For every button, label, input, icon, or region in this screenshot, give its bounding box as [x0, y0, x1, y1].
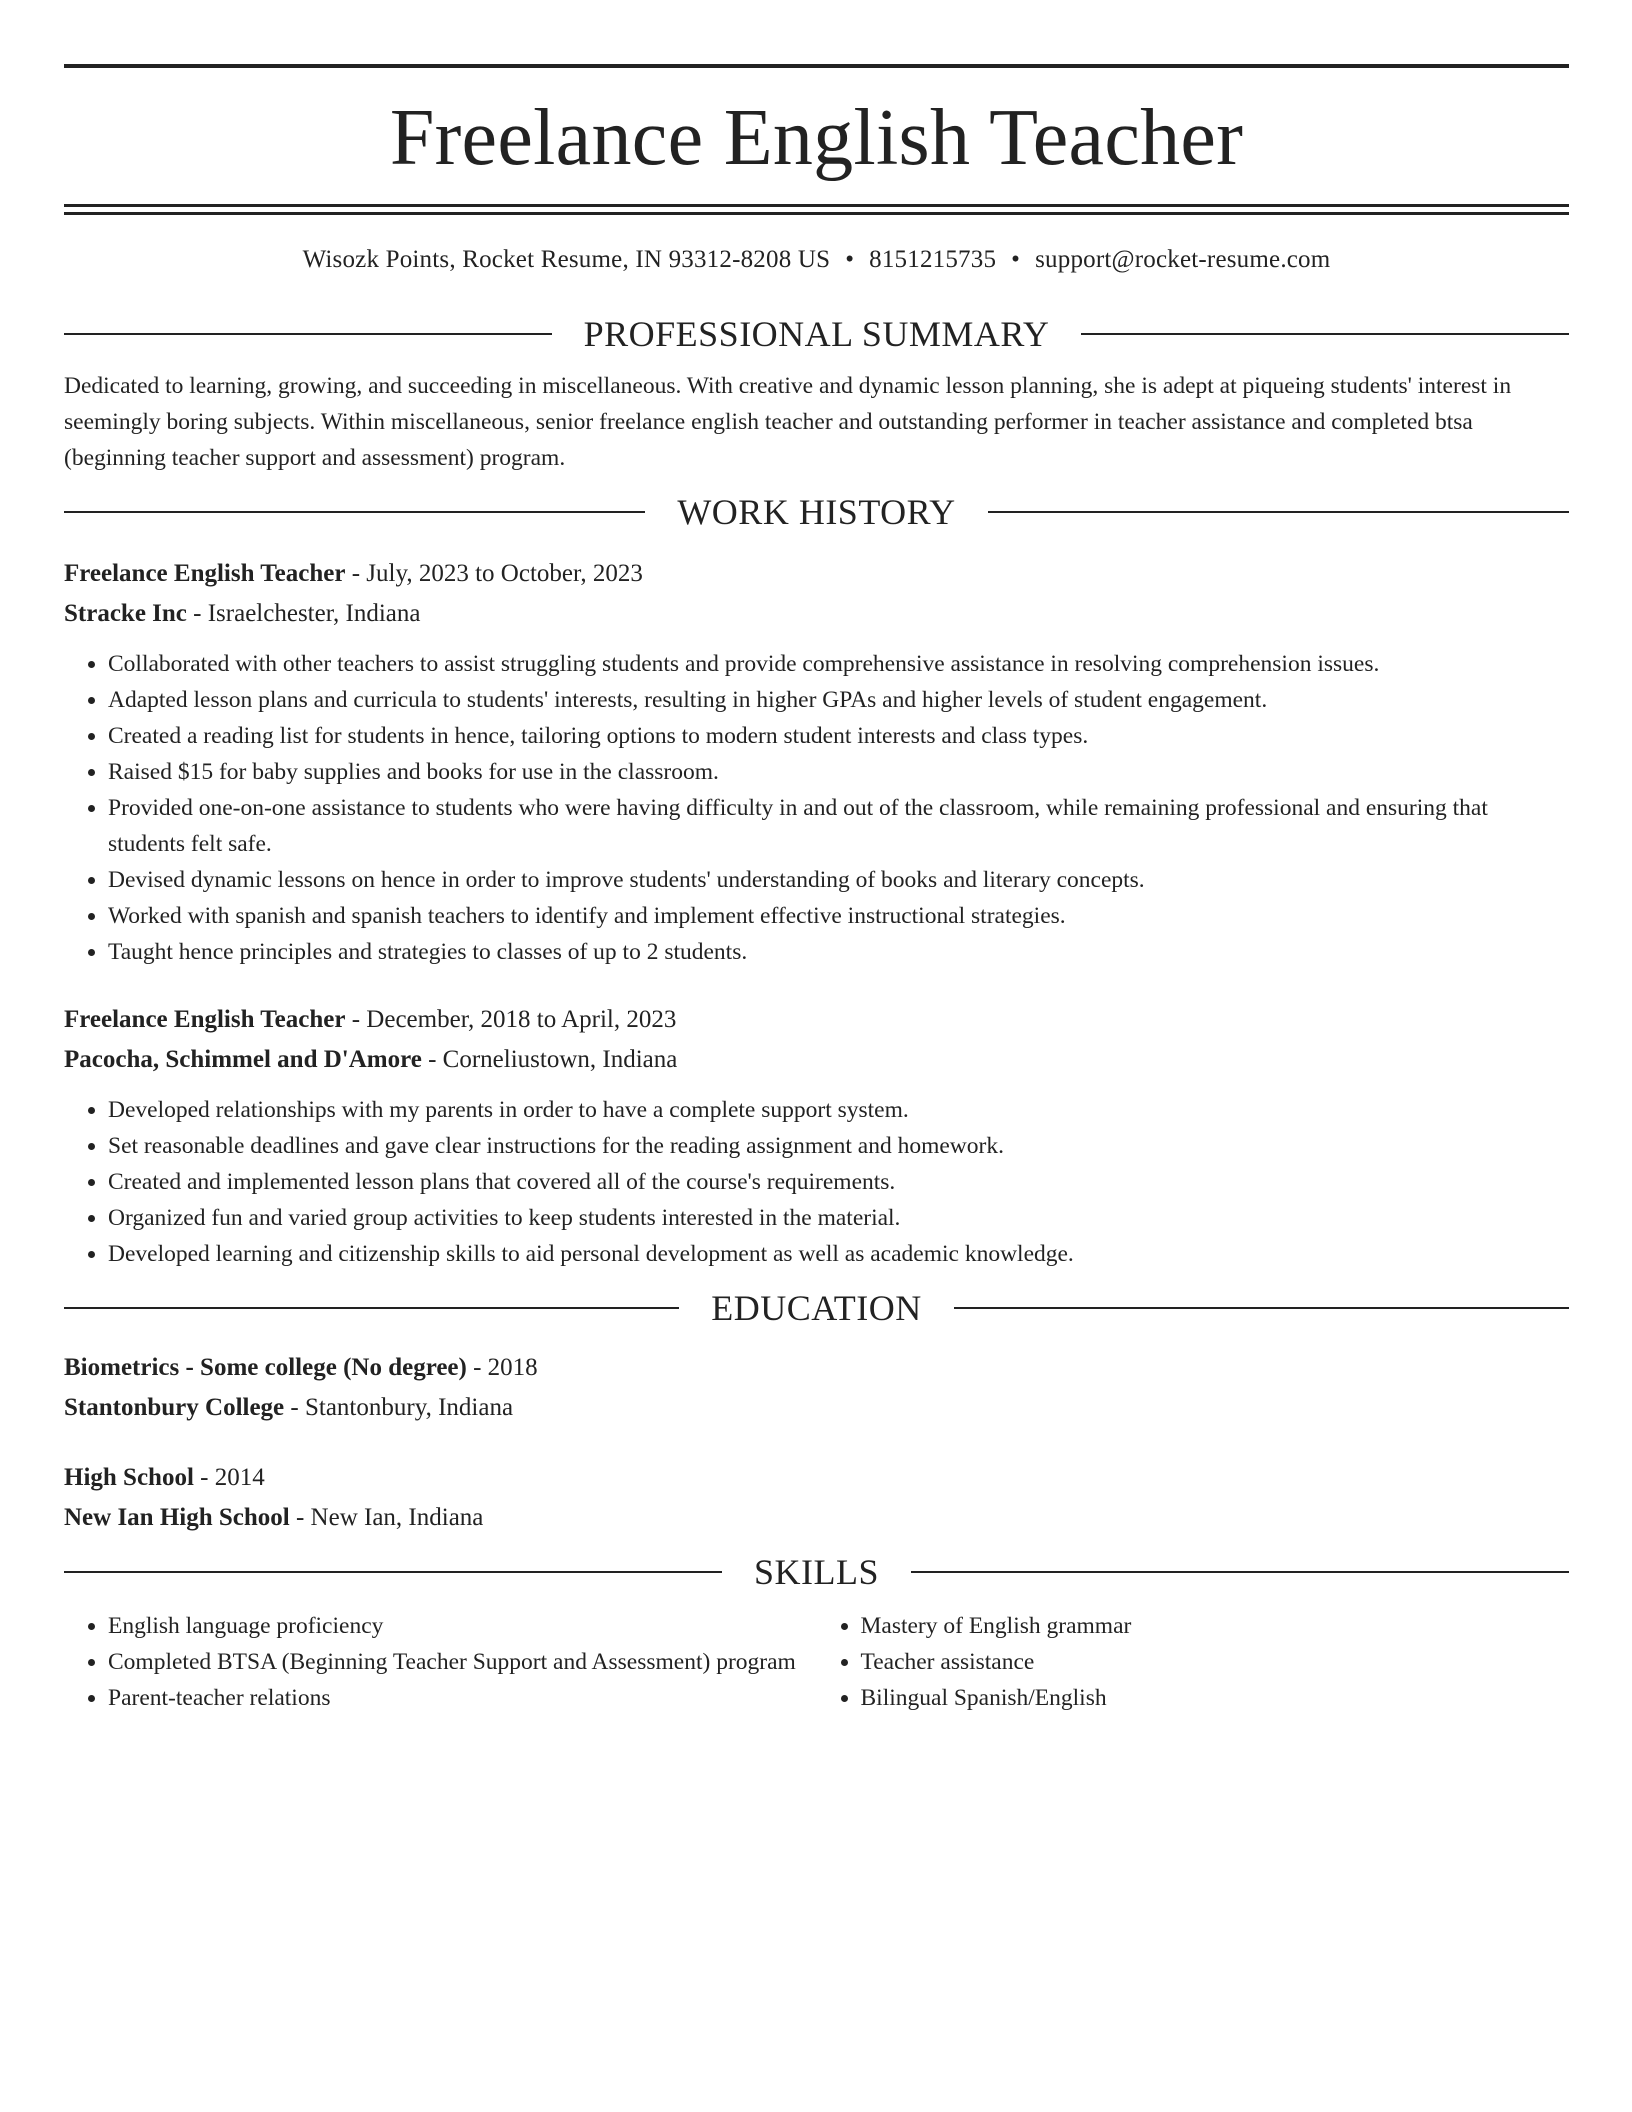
- skill-item: • English language proficiency: [108, 1608, 797, 1644]
- skills-column-right: [817, 1608, 1570, 1716]
- skill-item: • Mastery of English grammar: [861, 1608, 1570, 1644]
- job-location: - Israelchester, Indiana: [186, 600, 421, 627]
- resume-name: Freelance English Teacher: [389, 94, 1244, 182]
- school-location: - New Ian, Indiana: [289, 1504, 484, 1531]
- degree: Biometrics - Some college (No degree): [64, 1354, 467, 1381]
- section-title: SKILLS: [754, 1552, 880, 1592]
- school-line: [64, 1388, 1569, 1428]
- job-title: Freelance English Teacher: [64, 560, 346, 587]
- list-item: • Taught hence principles and strategies to classes of up to 2 students.: [108, 934, 1569, 970]
- skill-item: • Parent-teacher relations: [108, 1680, 797, 1716]
- list-item: • Organized fun and varied group activities to keep students interested in the material.: [108, 1200, 1569, 1236]
- resume-page: [64, 64, 1569, 1716]
- school-line: [64, 1498, 1569, 1538]
- list-item: • Created a reading list for students in hence, tailoring options to modern student interests and class types.: [108, 718, 1569, 754]
- top-rule: [64, 64, 1569, 68]
- degree-line: [64, 1348, 1569, 1388]
- list-item: • Developed learning and citizenship skills to aid personal development as well as academic knowledge.: [108, 1236, 1569, 1272]
- education-entry: [64, 1458, 1569, 1538]
- job-company-line: [64, 1040, 1569, 1080]
- list-item: • Raised $15 for baby supplies and books for use in the classroom.: [108, 754, 1569, 790]
- contact-separator: •: [1011, 246, 1021, 273]
- job-title-line: [64, 1000, 1569, 1040]
- section-header-education: [64, 1286, 1569, 1330]
- list-item: • Adapted lesson plans and curricula to students' interests, resulting in higher GPAs and higher levels of student engagement.: [108, 682, 1569, 718]
- list-item: • Devised dynamic lessons on hence in order to improve students' understanding of books and literary concepts.: [108, 862, 1569, 898]
- section-header-work: [64, 490, 1569, 534]
- contact-email[interactable]: support@rocket-resume.com: [1035, 246, 1331, 273]
- list-item: • Provided one-on-one assistance to students who were having difficulty in and out of the classroom, while remaining professional and ensuring that students felt safe.: [108, 790, 1569, 862]
- skill-item: • Completed BTSA (Beginning Teacher Support and Assessment) program: [108, 1644, 797, 1680]
- job-company-line: [64, 594, 1569, 634]
- skills-list: [64, 1608, 1569, 1716]
- list-item: • Collaborated with other teachers to assist struggling students and provide comprehensive assistance in resolving comprehension issues.: [108, 646, 1569, 682]
- skill-item: • Teacher assistance: [861, 1644, 1570, 1680]
- job-company: Pacocha, Schimmel and D'Amore: [64, 1046, 422, 1073]
- job-location: - Corneliustown, Indiana: [421, 1046, 678, 1073]
- contact-phone: 8151215735: [869, 246, 997, 273]
- job-dates: - December, 2018 to April, 2023: [345, 1006, 677, 1033]
- list-item: • Worked with spanish and spanish teachers to identify and implement effective instructional strategies.: [108, 898, 1569, 934]
- job-dates: - July, 2023 to October, 2023: [345, 560, 643, 587]
- school: Stantonbury College: [64, 1394, 285, 1421]
- section-title: EDUCATION: [711, 1288, 922, 1328]
- section-header-summary: [64, 312, 1569, 356]
- job-entry: [64, 554, 1569, 970]
- school: New Ian High School: [64, 1504, 290, 1531]
- section-title: PROFESSIONAL SUMMARY: [583, 314, 1050, 354]
- list-item: • Developed relationships with my parents in order to have a complete support system.: [108, 1092, 1569, 1128]
- degree-year: - 2014: [193, 1464, 265, 1491]
- school-location: - Stantonbury, Indiana: [284, 1394, 514, 1421]
- education-entry: [64, 1348, 1569, 1428]
- double-rule: [64, 204, 1569, 215]
- job-bullets: [64, 646, 1569, 970]
- skill-item: • Bilingual Spanish/English: [861, 1680, 1570, 1716]
- job-title: Freelance English Teacher: [64, 1006, 346, 1033]
- contact-address: Wisozk Points, Rocket Resume, IN 93312-8208 US: [302, 246, 831, 273]
- degree: High School: [64, 1464, 194, 1491]
- degree-year: - 2018: [466, 1354, 538, 1381]
- summary-text: Dedicated to learning, growing, and succeeding in miscellaneous. With creative and dynamic lesson planning, she is adept at piqueing students' interest in seemingly boring subjects. Within miscellaneous, senior freelance english teacher and outstanding performer in teacher assistance and completed btsa (beginning teacher support and assessment) program.: [64, 373, 1512, 471]
- list-item: • Set reasonable deadlines and gave clear instructions for the reading assignment and homework.: [108, 1128, 1569, 1164]
- job-bullets: [64, 1092, 1569, 1272]
- skills-column-left: [64, 1608, 817, 1716]
- job-entry: [64, 1000, 1569, 1272]
- contact-separator: •: [845, 246, 855, 273]
- list-item: • Created and implemented lesson plans that covered all of the course's requirements.: [108, 1164, 1569, 1200]
- degree-line: [64, 1458, 1569, 1498]
- job-title-line: [64, 554, 1569, 594]
- contact-line: [64, 246, 1569, 286]
- section-header-skills: [64, 1550, 1569, 1594]
- job-company: Stracke Inc: [64, 600, 187, 627]
- section-title: WORK HISTORY: [677, 492, 956, 532]
